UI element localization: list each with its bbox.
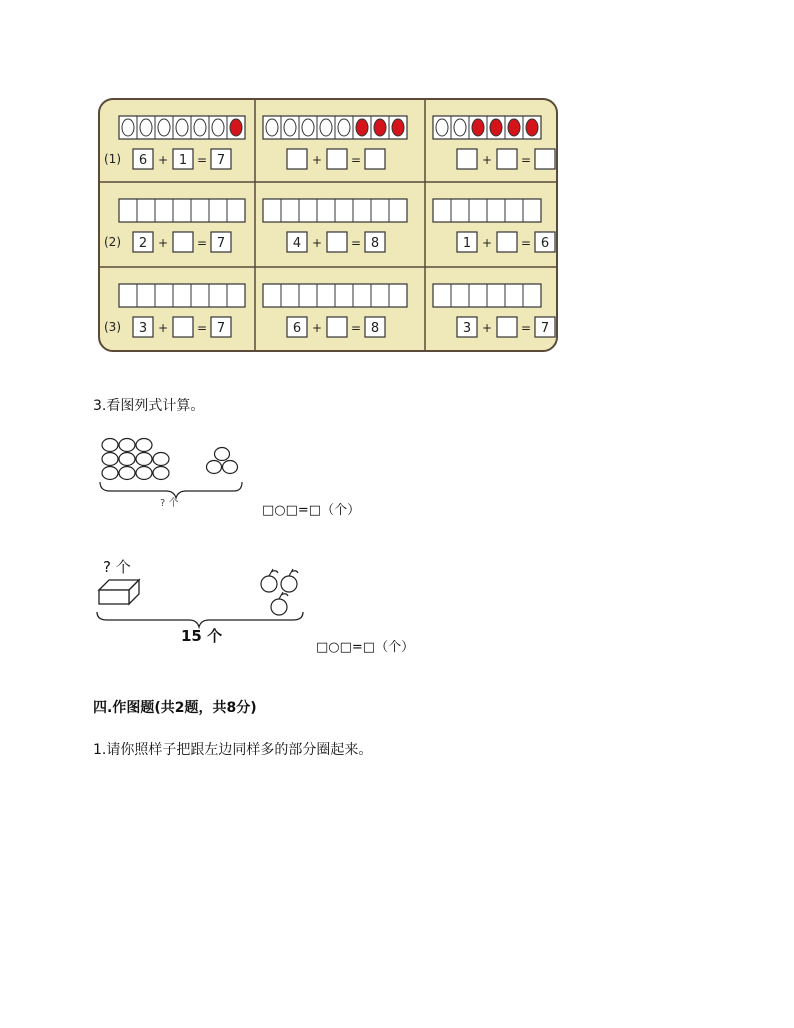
circle-icon <box>136 439 152 452</box>
answer-box-value: 7 <box>540 321 550 336</box>
answer-box-value: 8 <box>370 236 380 251</box>
plus-sign: + <box>311 153 323 167</box>
circle-icon <box>223 461 238 474</box>
answer-box[interactable] <box>535 149 555 169</box>
circle-icon <box>119 467 135 480</box>
circle-icon <box>102 467 118 480</box>
circle-icon <box>119 453 135 466</box>
white-bead-icon <box>122 119 134 136</box>
white-bead-icon <box>436 119 448 136</box>
plus-sign: + <box>157 153 169 167</box>
white-bead-icon <box>266 119 278 136</box>
q3-figure-1 <box>96 434 248 514</box>
fig1-question-label: ? 个 <box>160 498 179 509</box>
answer-box-value: 3 <box>138 321 148 336</box>
red-bead-icon <box>356 119 368 136</box>
white-bead-icon <box>320 119 332 136</box>
white-bead-icon <box>176 119 188 136</box>
fig2-total-label: 15 个 <box>181 627 223 645</box>
box-icon <box>99 580 139 604</box>
answer-box-value: 6 <box>540 236 550 251</box>
answer-box[interactable] <box>497 317 517 337</box>
row-label: (2) <box>104 235 121 249</box>
red-bead-icon <box>490 119 502 136</box>
red-bead-icon <box>374 119 386 136</box>
answer-box-value: 7 <box>216 321 226 336</box>
red-bead-icon <box>526 119 538 136</box>
answer-box-value: 2 <box>138 236 148 251</box>
plus-sign: + <box>481 236 493 250</box>
answer-box[interactable] <box>173 317 193 337</box>
red-bead-icon <box>508 119 520 136</box>
white-bead-icon <box>454 119 466 136</box>
counting-table-figure <box>96 96 560 354</box>
brace-icon <box>97 612 303 627</box>
row-label: (1) <box>104 152 121 166</box>
answer-box-value: 6 <box>292 321 302 336</box>
circle-icon <box>136 467 152 480</box>
red-bead-icon <box>472 119 484 136</box>
white-bead-icon <box>194 119 206 136</box>
answer-box[interactable] <box>497 232 517 252</box>
equals-sign: = <box>350 321 362 335</box>
counting-strip <box>119 284 245 307</box>
fig1-formula: □○□=□（个） <box>262 503 361 518</box>
apple-icon <box>261 569 278 592</box>
plus-sign: + <box>311 236 323 250</box>
circle-icon <box>153 453 169 466</box>
answer-box-value: 3 <box>462 321 472 336</box>
answer-box-value: 8 <box>370 321 380 336</box>
red-bead-icon <box>230 119 242 136</box>
white-bead-icon <box>158 119 170 136</box>
white-bead-icon <box>140 119 152 136</box>
answer-box[interactable] <box>327 317 347 337</box>
white-bead-icon <box>284 119 296 136</box>
row-label: (3) <box>104 320 121 334</box>
fig2-question-label: ? 个 <box>103 558 131 576</box>
plus-sign: + <box>311 321 323 335</box>
white-bead-icon <box>212 119 224 136</box>
plus-sign: + <box>157 321 169 335</box>
section4-question-1: 1.请你照样子把跟左边同样多的部分圈起来。 <box>93 742 373 758</box>
q3-figure-2 <box>93 554 313 648</box>
circle-icon <box>153 467 169 480</box>
answer-box-value: 7 <box>216 236 226 251</box>
white-bead-icon <box>338 119 350 136</box>
circle-icon <box>207 461 222 474</box>
plus-sign: + <box>481 321 493 335</box>
answer-box[interactable] <box>287 149 307 169</box>
plus-sign: + <box>481 153 493 167</box>
equals-sign: = <box>350 153 362 167</box>
answer-box-value: 1 <box>462 236 472 251</box>
equals-sign: = <box>350 236 362 250</box>
circle-icon <box>136 453 152 466</box>
answer-box-value: 6 <box>138 153 148 168</box>
red-bead-icon <box>392 119 404 136</box>
equals-sign: = <box>520 153 532 167</box>
plus-sign: + <box>157 236 169 250</box>
brace-icon <box>100 482 242 498</box>
counting-strip <box>119 199 245 222</box>
equals-sign: = <box>196 236 208 250</box>
section4-heading: 四.作图题(共2题，共8分) <box>93 700 257 716</box>
circle-icon <box>119 439 135 452</box>
equals-sign: = <box>520 321 532 335</box>
equals-sign: = <box>196 321 208 335</box>
circle-icon <box>102 439 118 452</box>
answer-box-value: 4 <box>292 236 302 251</box>
answer-box-value: 7 <box>216 153 226 168</box>
answer-box[interactable] <box>173 232 193 252</box>
answer-box[interactable] <box>327 232 347 252</box>
white-bead-icon <box>302 119 314 136</box>
answer-box[interactable] <box>457 149 477 169</box>
equals-sign: = <box>196 153 208 167</box>
equals-sign: = <box>520 236 532 250</box>
answer-box-value: 1 <box>178 153 188 168</box>
circle-icon <box>102 453 118 466</box>
apple-icon <box>271 592 288 615</box>
circle-icon <box>215 448 230 461</box>
fig2-formula: □○□=□（个） <box>316 640 415 655</box>
answer-box[interactable] <box>365 149 385 169</box>
answer-box[interactable] <box>497 149 517 169</box>
answer-box[interactable] <box>327 149 347 169</box>
apple-icon <box>281 569 298 592</box>
q3-title: 3.看图列式计算。 <box>93 398 205 414</box>
